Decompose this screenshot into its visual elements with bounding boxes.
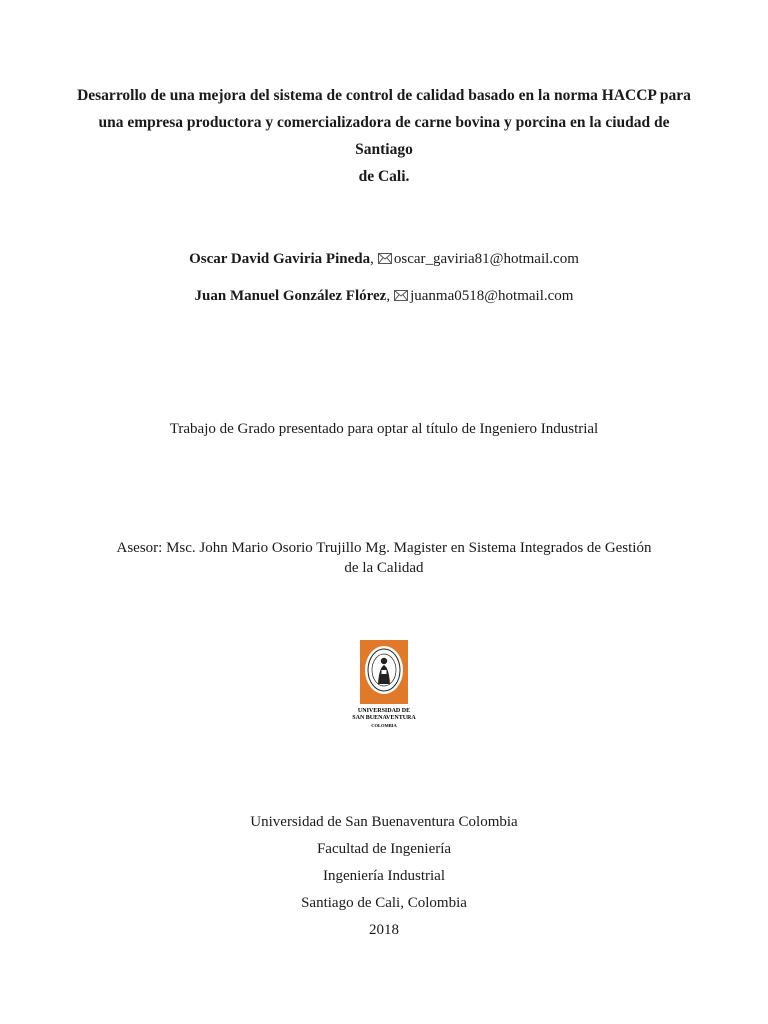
- envelope-icon: [378, 252, 392, 269]
- seal-emblem-icon: [360, 640, 408, 704]
- advisor-line: de la Calidad: [344, 560, 424, 576]
- logo-wordmark: [340, 708, 428, 729]
- footer-line: 2018: [369, 922, 399, 938]
- university-logo: [340, 640, 428, 736]
- logo-line: UNIVERSIDAD DE: [357, 708, 411, 714]
- author-1: Oscar David Gaviria Pineda, oscar_gaviria81@hotmail.com: [189, 251, 579, 267]
- advisor-line: Asesor: Msc. John Mario Osorio Trujillo Mg. Magister en Sistema Integrados de Gestión: [116, 540, 652, 556]
- logo-line: SAN BUENAVENTURA: [352, 715, 416, 721]
- author-email[interactable]: oscar_gaviria81@hotmail.com: [393, 251, 579, 267]
- footer-line: Facultad de Ingeniería: [316, 841, 452, 857]
- footer-line: Universidad de San Buenaventura Colombia: [250, 814, 518, 830]
- degree-purpose: Trabajo de Grado presentado para optar al título de Ingeniero Industrial: [169, 421, 599, 437]
- title-line: de Cali.: [358, 168, 410, 185]
- title-line: Desarrollo de una mejora del sistema de control de calidad basado en la norma HACCP para: [77, 87, 691, 104]
- author-name: Oscar David Gaviria Pineda: [189, 251, 371, 267]
- footer-line: Santiago de Cali, Colombia: [301, 895, 467, 911]
- logo-seal-background: [360, 640, 408, 704]
- author-2: Juan Manuel González Flórez, juanma0518@hotmail.com: [194, 288, 574, 304]
- footer-line: Ingeniería Industrial: [322, 868, 446, 884]
- institution-block: [0, 809, 768, 944]
- author-name: Juan Manuel González Flórez: [194, 288, 387, 304]
- document-title: [70, 82, 698, 190]
- author-email[interactable]: juanma0518@hotmail.com: [410, 288, 574, 304]
- envelope-icon: [394, 289, 408, 306]
- logo-line: COLOMBIA: [371, 723, 397, 728]
- advisor: [100, 538, 668, 578]
- title-line: una empresa productora y comercializadora de carne bovina y porcina en la ciudad de Santiago: [98, 114, 670, 158]
